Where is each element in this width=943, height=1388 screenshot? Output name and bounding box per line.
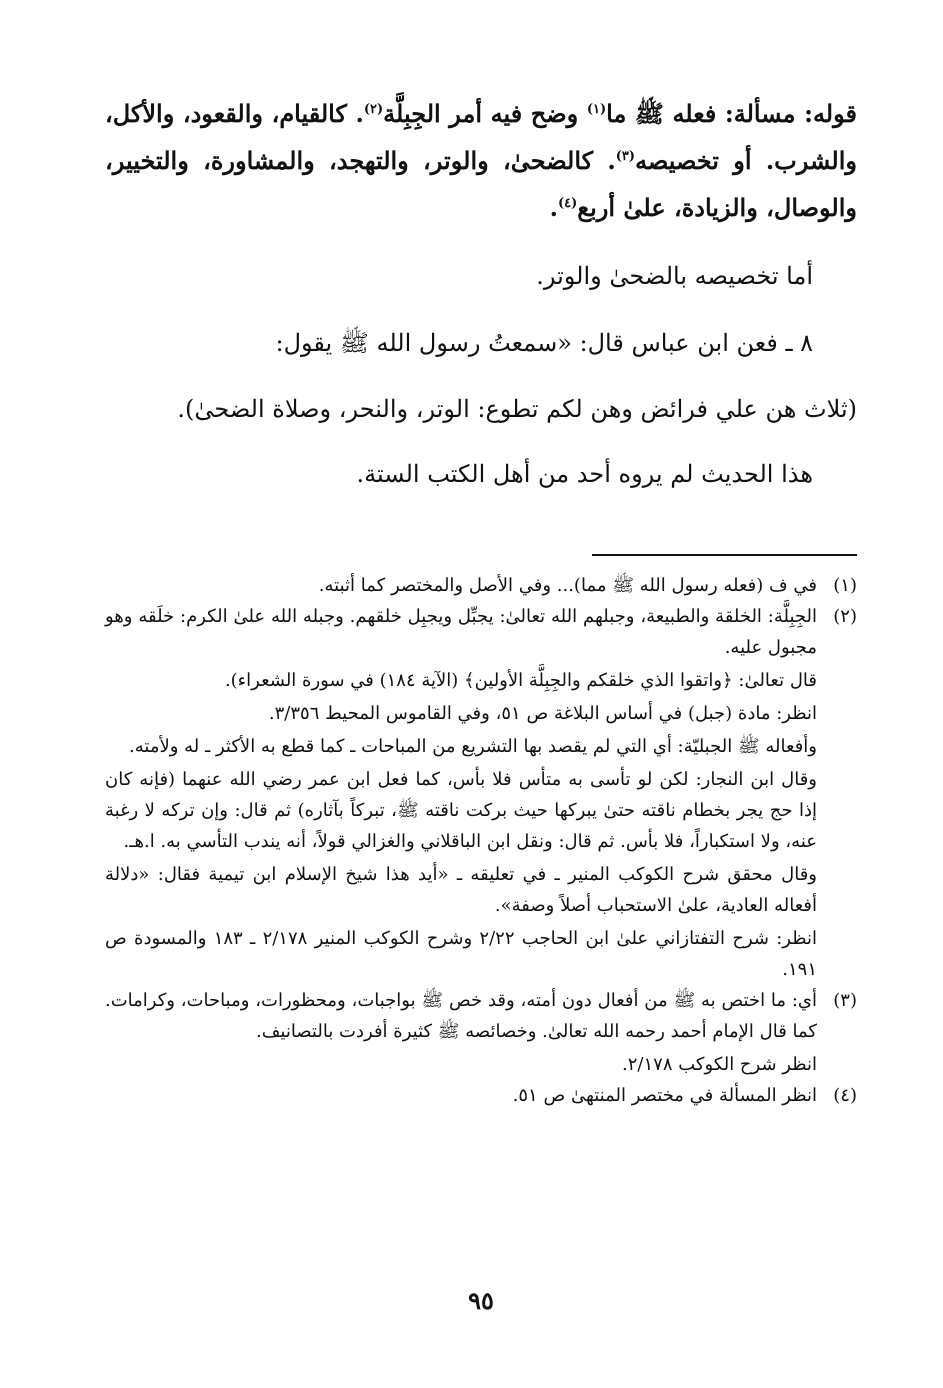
main-paragraph: قوله: مسألة: فعله ﷺ ما$^{(١)}$ وضح فيه أمر الجِبِلَّة$^{(٢)}$. كالقيام، والقعود، والأكل، والشرب. أو تخصيصه$^{(٣)}$. كالضحىٰ، والوتر، والتهجد، والمشاورة، والتخيير، والوصال، والزيادة، علىٰ أربع$^{(٤)}$. <box>105 99 858 222</box>
footnote-text: انظر شرح الكوكب ٢/١٧٨. <box>622 1054 817 1075</box>
footnote-text: في ف (فعله رسول الله ﷺ مما)... وفي الأصل والمختصر كما أثبته. <box>318 575 817 596</box>
footnote-2 <box>105 601 857 985</box>
hadith-intro: ٨ ـ فعن ابن عباس قال: «سمعتُ رسول الله ﷺ يقول: <box>275 329 813 357</box>
footnote-text: الجِبِلَّة: الخلقة والطبيعة، وجبلهم الله تعالىٰ: يجبِّل ويجبِل خلقهم. وجبله الله علىٰ الكرم: خلَقه وهو مجبول عليه. <box>105 606 817 658</box>
footnote-3 <box>105 985 857 1080</box>
footnote-number: (٢) <box>833 606 857 627</box>
footnote-text: انظر المسألة في مختصر المنتهىٰ ص ٥١. <box>512 1085 817 1106</box>
footnote-text: وقال محقق شرح الكوكب المنير ـ في تعليقه ـ «أيد هذا شيخ الإسلام ابن تيمية فقال: «دلالة أفعاله العادية، علىٰ الاستحباب أصلاً وصفة». <box>105 864 817 916</box>
footnote-ref-1[interactable]: (١) <box>586 102 607 117</box>
hadith-text: (ثلاث هن علي فرائض وهن لكم تطوع: الوتر، والنحر، وصلاة الضحىٰ). <box>177 395 857 423</box>
footnote-1 <box>105 570 857 601</box>
footnote-divider <box>592 554 857 556</box>
hadith-note: هذا الحديث لم يروه أحد من أهل الكتب الستة. <box>356 460 813 488</box>
footnote-text: انظر: مادة (جبل) في أساس البلاغة ص ٥١، وفي القاموس المحيط ٣/٣٥٦. <box>268 703 817 724</box>
paragraph-specialization: أما تخصيصه بالضحىٰ والوتر. <box>536 262 813 290</box>
page <box>105 90 857 1360</box>
footnote-number: (٣) <box>833 990 857 1011</box>
footnote-text: انظر: شرح التفتازاني علىٰ ابن الحاجب ٢/٢٢ وشرح الكوكب المنير ٢/١٧٨ ـ ١٨٣ والمسودة ص ١٩١. <box>105 928 818 980</box>
footnotes <box>105 570 857 1111</box>
footnote-number: (١) <box>833 575 857 596</box>
footnote-ref-2[interactable]: (٢) <box>363 102 384 117</box>
footnote-4 <box>105 1080 857 1111</box>
footnote-number: (٤) <box>833 1085 857 1106</box>
footnote-text: وأفعاله ﷺ الجبليّة: أي التي لم يقصد بها التشريع من المباحات ـ كما قطع به الأكثر ـ له ولأمته. <box>129 736 817 757</box>
footnote-text: أي: ما اختص به ﷺ من أفعال دون أمته، وقد خص ﷺ بواجبات، ومحظورات، ومباحات، وكرامات. كما قال الإمام أحمد رحمه الله تعالىٰ. وخصائصه ﷺ كثيرة أفردت بالتصانيف. <box>105 990 817 1042</box>
footnote-ref-4[interactable]: (٤) <box>558 196 578 211</box>
footnote-ref-3[interactable]: (٣) <box>615 149 636 164</box>
page-number: ٩٥ <box>468 1286 494 1315</box>
footnote-text: قال تعالىٰ: ﴿واتقوا الذي خلقكم والجِبِلَّة الأولين﴾ (الآية ١٨٤) في سورة الشعراء). <box>224 670 817 691</box>
footnote-text: وقال ابن النجار: لكن لو تأسى به متأس فلا بأس، كما فعل ابن عمر رضي الله عنهما (فإنه كان إذا حج يجر بخطام ناقته حتىٰ يبركها حيث بركت ناقته ﷺ، تبركاً بآثاره) ثم قال: وإن تركه لا رغبة عنه، ولا استكباراً، فلا بأس. ثم قال: ونقل ابن الباقلاني والغزالي قولاً، أنه يندب التأسي به. ا.هـ. <box>105 769 817 852</box>
